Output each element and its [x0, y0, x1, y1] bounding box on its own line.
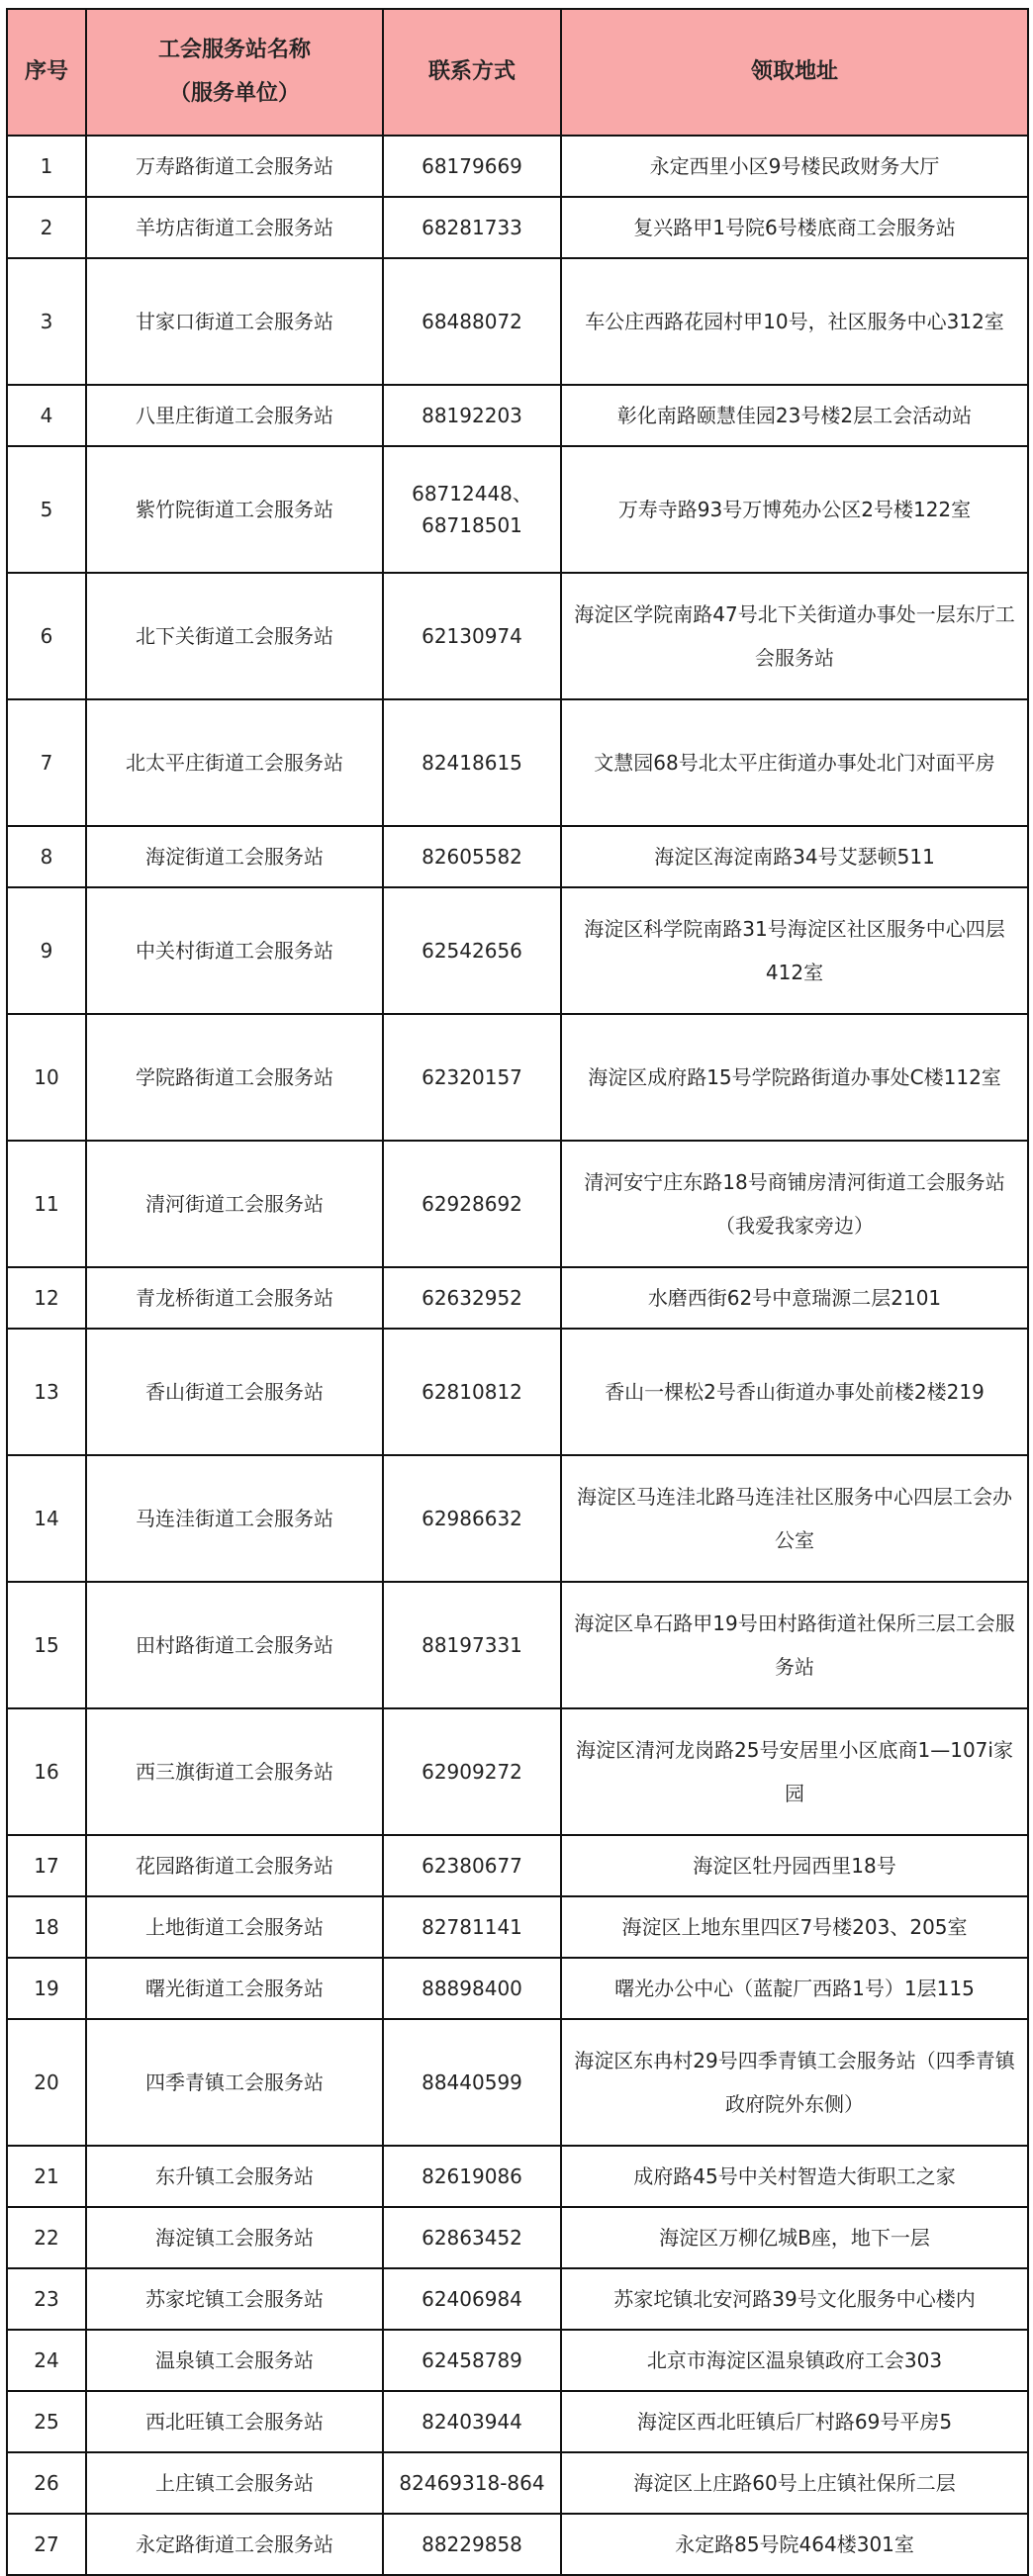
table-row — [7, 2019, 1028, 2146]
cell-address: 永定路85号院464楼301室 — [561, 2514, 1028, 2575]
cell-station-name: 马连洼街道工会服务站 — [86, 1455, 383, 1582]
cell-index: 26 — [7, 2452, 86, 2514]
cell-station-name: 学院路街道工会服务站 — [86, 1014, 383, 1141]
header-contact: 联系方式 — [383, 9, 561, 136]
cell-index: 5 — [7, 446, 86, 573]
cell-station-name: 紫竹院街道工会服务站 — [86, 446, 383, 573]
cell-address: 海淀区牡丹园西里18号 — [561, 1835, 1028, 1896]
cell-phone: 82605582 — [383, 826, 561, 887]
table-row — [7, 1582, 1028, 1708]
table-row — [7, 1455, 1028, 1582]
cell-address: 北京市海淀区温泉镇政府工会303 — [561, 2330, 1028, 2391]
header-index: 序号 — [7, 9, 86, 136]
cell-address: 复兴路甲1号院6号楼底商工会服务站 — [561, 197, 1028, 258]
table-row — [7, 2391, 1028, 2452]
cell-phone: 82403944 — [383, 2391, 561, 2452]
cell-phone: 88192203 — [383, 385, 561, 446]
cell-station-name: 北太平庄街道工会服务站 — [86, 699, 383, 826]
cell-station-name: 苏家坨镇工会服务站 — [86, 2268, 383, 2330]
cell-phone: 62986632 — [383, 1455, 561, 1582]
cell-address: 苏家坨镇北安河路39号文化服务中心楼内 — [561, 2268, 1028, 2330]
cell-address: 成府路45号中关村智造大街职工之家 — [561, 2146, 1028, 2207]
header-name-line1: 工会服务站名称 — [157, 38, 311, 62]
table-row — [7, 699, 1028, 826]
table-row — [7, 2452, 1028, 2514]
cell-address: 永定西里小区9号楼民政财务大厅 — [561, 136, 1028, 197]
cell-phone: 62810812 — [383, 1329, 561, 1455]
cell-address: 海淀区马连洼北路马连洼社区服务中心四层工会办公室 — [561, 1455, 1028, 1582]
cell-phone: 68712448、68718501 — [383, 446, 561, 573]
cell-station-name: 海淀街道工会服务站 — [86, 826, 383, 887]
cell-address: 海淀区海淀南路34号艾瑟顿511 — [561, 826, 1028, 887]
table-row — [7, 573, 1028, 699]
cell-index: 27 — [7, 2514, 86, 2575]
cell-station-name: 八里庄街道工会服务站 — [86, 385, 383, 446]
cell-station-name: 万寿路街道工会服务站 — [86, 136, 383, 197]
cell-address: 曙光办公中心（蓝靛厂西路1号）1层115 — [561, 1958, 1028, 2019]
cell-address: 水磨西街62号中意瑞源二层2101 — [561, 1267, 1028, 1329]
cell-phone: 62863452 — [383, 2207, 561, 2268]
cell-address: 文慧园68号北太平庄街道办事处北门对面平房 — [561, 699, 1028, 826]
cell-index: 15 — [7, 1582, 86, 1708]
header-name-line2: （服务单位） — [168, 81, 300, 106]
cell-station-name: 东升镇工会服务站 — [86, 2146, 383, 2207]
table-row — [7, 1267, 1028, 1329]
table-row — [7, 1329, 1028, 1455]
table-row — [7, 446, 1028, 573]
cell-station-name: 西三旗街道工会服务站 — [86, 1708, 383, 1835]
cell-index: 16 — [7, 1708, 86, 1835]
cell-phone: 82619086 — [383, 2146, 561, 2207]
cell-phone: 88197331 — [383, 1582, 561, 1708]
cell-address: 海淀区阜石路甲19号田村路街道社保所三层工会服务站 — [561, 1582, 1028, 1708]
header-name — [86, 9, 383, 136]
cell-index: 4 — [7, 385, 86, 446]
cell-station-name: 温泉镇工会服务站 — [86, 2330, 383, 2391]
cell-station-name: 曙光街道工会服务站 — [86, 1958, 383, 2019]
cell-station-name: 北下关街道工会服务站 — [86, 573, 383, 699]
cell-index: 11 — [7, 1141, 86, 1267]
cell-address: 海淀区清河龙岗路25号安居里小区底商1—107i家园 — [561, 1708, 1028, 1835]
cell-address: 海淀区东冉村29号四季青镇工会服务站（四季青镇政府院外东侧） — [561, 2019, 1028, 2146]
cell-address: 海淀区上地东里四区7号楼203、205室 — [561, 1896, 1028, 1958]
cell-station-name: 花园路街道工会服务站 — [86, 1835, 383, 1896]
cell-phone: 62632952 — [383, 1267, 561, 1329]
cell-index: 17 — [7, 1835, 86, 1896]
cell-phone: 62130974 — [383, 573, 561, 699]
table-row — [7, 1958, 1028, 2019]
cell-address: 海淀区科学院南路31号海淀区社区服务中心四层412室 — [561, 887, 1028, 1014]
cell-address: 清河安宁庄东路18号商铺房清河街道工会服务站（我爱我家旁边） — [561, 1141, 1028, 1267]
cell-phone: 62458789 — [383, 2330, 561, 2391]
cell-index: 3 — [7, 258, 86, 385]
table-header-row — [7, 9, 1028, 136]
cell-station-name: 西北旺镇工会服务站 — [86, 2391, 383, 2452]
cell-station-name: 四季青镇工会服务站 — [86, 2019, 383, 2146]
cell-phone: 62320157 — [383, 1014, 561, 1141]
cell-index: 1 — [7, 136, 86, 197]
cell-address: 海淀区上庄路60号上庄镇社保所二层 — [561, 2452, 1028, 2514]
cell-phone: 68281733 — [383, 197, 561, 258]
table-row — [7, 2146, 1028, 2207]
table-row — [7, 1896, 1028, 1958]
cell-phone: 68179669 — [383, 136, 561, 197]
cell-index: 8 — [7, 826, 86, 887]
cell-index: 2 — [7, 197, 86, 258]
cell-station-name: 香山街道工会服务站 — [86, 1329, 383, 1455]
cell-station-name: 青龙桥街道工会服务站 — [86, 1267, 383, 1329]
cell-index: 23 — [7, 2268, 86, 2330]
cell-index: 24 — [7, 2330, 86, 2391]
table-row — [7, 826, 1028, 887]
cell-index: 12 — [7, 1267, 86, 1329]
cell-index: 9 — [7, 887, 86, 1014]
cell-phone: 62542656 — [383, 887, 561, 1014]
station-table-container — [6, 8, 1027, 2564]
cell-index: 14 — [7, 1455, 86, 1582]
cell-address: 海淀区西北旺镇后厂村路69号平房5 — [561, 2391, 1028, 2452]
cell-station-name: 羊坊店街道工会服务站 — [86, 197, 383, 258]
cell-address: 海淀区学院南路47号北下关街道办事处一层东厅工会服务站 — [561, 573, 1028, 699]
table-row — [7, 1141, 1028, 1267]
station-table — [6, 8, 1029, 2576]
cell-address: 海淀区万柳亿城B座，地下一层 — [561, 2207, 1028, 2268]
cell-index: 25 — [7, 2391, 86, 2452]
cell-phone: 62909272 — [383, 1708, 561, 1835]
cell-station-name: 田村路街道工会服务站 — [86, 1582, 383, 1708]
cell-index: 22 — [7, 2207, 86, 2268]
cell-station-name: 中关村街道工会服务站 — [86, 887, 383, 1014]
cell-address: 香山一棵松2号香山街道办事处前楼2楼219 — [561, 1329, 1028, 1455]
cell-index: 7 — [7, 699, 86, 826]
cell-index: 20 — [7, 2019, 86, 2146]
cell-phone: 82418615 — [383, 699, 561, 826]
header-address: 领取地址 — [561, 9, 1028, 136]
cell-phone: 82469318-864 — [383, 2452, 561, 2514]
cell-index: 21 — [7, 2146, 86, 2207]
table-row — [7, 2330, 1028, 2391]
cell-station-name: 海淀镇工会服务站 — [86, 2207, 383, 2268]
table-row — [7, 1014, 1028, 1141]
cell-station-name: 清河街道工会服务站 — [86, 1141, 383, 1267]
cell-phone: 88229858 — [383, 2514, 561, 2575]
table-row — [7, 1835, 1028, 1896]
cell-index: 19 — [7, 1958, 86, 2019]
cell-phone: 62928692 — [383, 1141, 561, 1267]
table-row — [7, 136, 1028, 197]
table-row — [7, 2207, 1028, 2268]
table-row — [7, 385, 1028, 446]
cell-index: 10 — [7, 1014, 86, 1141]
cell-address: 海淀区成府路15号学院路街道办事处C楼112室 — [561, 1014, 1028, 1141]
cell-address: 万寿寺路93号万博苑办公区2号楼122室 — [561, 446, 1028, 573]
table-row — [7, 197, 1028, 258]
cell-station-name: 甘家口街道工会服务站 — [86, 258, 383, 385]
cell-phone: 88440599 — [383, 2019, 561, 2146]
cell-address: 彰化南路颐慧佳园23号楼2层工会活动站 — [561, 385, 1028, 446]
cell-phone: 68488072 — [383, 258, 561, 385]
cell-phone: 82781141 — [383, 1896, 561, 1958]
cell-index: 13 — [7, 1329, 86, 1455]
cell-station-name: 上庄镇工会服务站 — [86, 2452, 383, 2514]
table-row — [7, 2268, 1028, 2330]
cell-phone: 62406984 — [383, 2268, 561, 2330]
table-row — [7, 258, 1028, 385]
cell-station-name: 上地街道工会服务站 — [86, 1896, 383, 1958]
table-row — [7, 1708, 1028, 1835]
cell-phone: 88898400 — [383, 1958, 561, 2019]
table-row — [7, 887, 1028, 1014]
cell-address: 车公庄西路花园村甲10号，社区服务中心312室 — [561, 258, 1028, 385]
cell-index: 18 — [7, 1896, 86, 1958]
table-row — [7, 2514, 1028, 2575]
cell-station-name: 永定路街道工会服务站 — [86, 2514, 383, 2575]
cell-index: 6 — [7, 573, 86, 699]
cell-phone: 62380677 — [383, 1835, 561, 1896]
